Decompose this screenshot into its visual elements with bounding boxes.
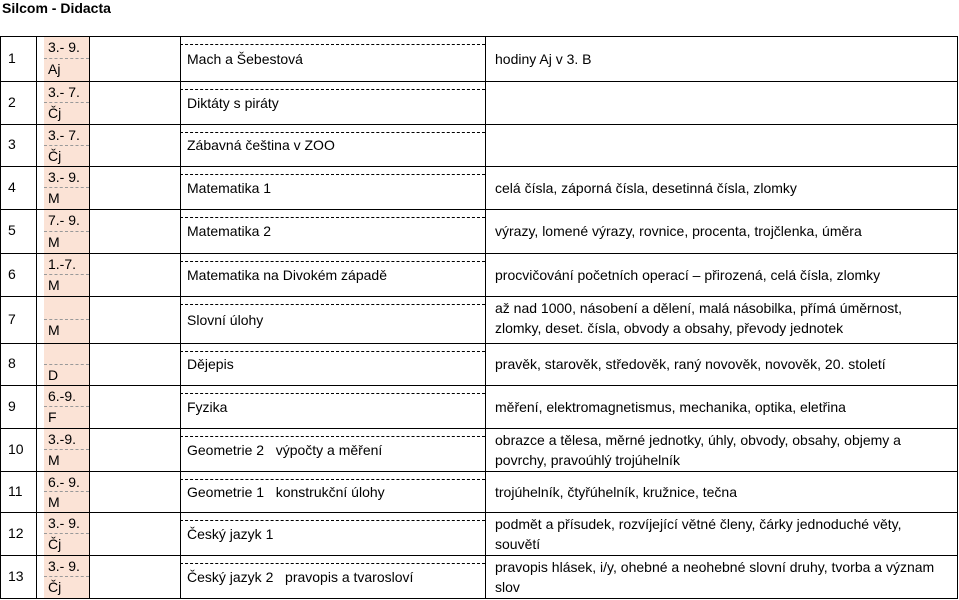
grade-cell: [44, 429, 89, 471]
subject-code: M: [48, 190, 60, 206]
course-description-line: pravopis hlásek, i/y, ohebné a neohebné slovní druhy, tvorba a význam: [495, 559, 935, 575]
row-divider: [0, 124, 958, 125]
title-cell-divider: [180, 351, 485, 352]
title-cell-divider: [180, 436, 485, 437]
row-number: 5: [8, 222, 16, 238]
grade-range: 3.-9.: [44, 429, 89, 450]
course-description: hodiny Aj v 3. B: [495, 51, 592, 67]
subject-code: F: [48, 409, 57, 425]
grade-cell: [44, 344, 89, 385]
row-divider: [0, 209, 958, 210]
course-title[interactable]: Matematika 1: [187, 180, 272, 196]
row-divider: [0, 598, 958, 599]
course-title[interactable]: Mach a Šebestová: [187, 51, 303, 67]
document-title: Silcom - Didacta: [2, 0, 111, 16]
title-cell-divider: [180, 520, 485, 521]
title-cell-divider: [180, 563, 485, 564]
row-number: 12: [8, 525, 24, 541]
row-divider: [0, 555, 958, 556]
grade-cell: [44, 82, 89, 124]
column-divider: [89, 36, 90, 598]
row-divider: [0, 385, 958, 386]
subject-code: Aj: [48, 61, 61, 77]
row-divider: [0, 512, 958, 513]
title-cell-divider: [180, 261, 485, 262]
course-description: měření, elektromagnetismus, mechanika, optika, eletřina: [495, 399, 846, 415]
row-number: 7: [8, 311, 16, 327]
grade-range: 3.- 9.: [44, 37, 89, 59]
row-number: 13: [8, 568, 24, 584]
row-number: 2: [8, 94, 16, 110]
row-divider: [0, 166, 958, 167]
subject-code: D: [48, 367, 59, 383]
row-number: 9: [8, 398, 16, 414]
grade-range: 6.-9.: [44, 386, 89, 407]
course-description-line: obrazce a tělesa, měrné jednotky, úhly, obvody, obsahy, objemy a: [495, 432, 901, 448]
grade-cell: [44, 472, 89, 512]
row-divider: [0, 471, 958, 472]
course-description-line: povrchy, pravoúhlý trojúhelník: [495, 452, 680, 468]
course-title[interactable]: Zábavná čeština v ZOO: [187, 137, 335, 153]
title-cell-divider: [180, 217, 485, 218]
row-divider: [0, 36, 958, 37]
row-divider: [0, 253, 958, 254]
title-cell-divider: [180, 132, 485, 133]
subject-code: Čj: [48, 579, 62, 595]
row-number: 11: [8, 483, 23, 499]
course-title[interactable]: Slovní úlohy: [187, 312, 264, 328]
column-divider: [957, 36, 958, 598]
title-cell-divider: [180, 393, 485, 394]
course-title[interactable]: Geometrie 2 výpočty a měření: [187, 442, 383, 458]
row-divider: [0, 296, 958, 297]
column-divider: [180, 36, 181, 598]
course-title[interactable]: Český jazyk 1: [187, 526, 274, 542]
row-number: 10: [8, 441, 24, 457]
course-description-line: zlomky, deset. čísla, obvody a obsahy, převody jednotek: [495, 320, 844, 336]
course-description: trojúhelník, čtyřúhelník, kružnice, tečna: [495, 484, 738, 500]
course-description-line: podmět a přísudek, rozvíjející větné členy, čárky jednoduché věty,: [495, 516, 902, 532]
grade-cell: [44, 167, 89, 209]
row-divider: [0, 81, 958, 82]
course-title[interactable]: Diktáty s piráty: [187, 95, 279, 111]
row-divider: [0, 343, 958, 344]
column-divider: [0, 36, 1, 598]
grade-range: 3.- 9.: [44, 167, 89, 188]
course-description-line: slov: [495, 579, 520, 595]
subject-code: M: [48, 234, 60, 250]
title-cell-divider: [180, 89, 485, 90]
subject-code: Čj: [48, 148, 62, 164]
subject-code: M: [48, 277, 60, 293]
column-divider: [36, 36, 37, 598]
grade-cell: [44, 556, 89, 598]
title-cell-divider: [180, 479, 485, 480]
grade-range: [44, 297, 89, 320]
course-description-line: souvětí: [495, 536, 541, 552]
subject-code: Čj: [48, 536, 62, 552]
title-cell-divider: [180, 304, 485, 305]
course-title[interactable]: Dějepis: [187, 356, 234, 372]
subject-code: Čj: [48, 105, 62, 121]
subject-code: M: [48, 452, 60, 468]
course-description: procvičování početních operací – přirozená, celá čísla, zlomky: [495, 267, 881, 283]
grade-range: [44, 344, 89, 365]
grade-range: 7.- 9.: [44, 210, 89, 232]
course-title[interactable]: Fyzika: [187, 399, 228, 415]
title-cell-divider: [180, 44, 485, 45]
row-divider: [0, 428, 958, 429]
row-number: 3: [8, 136, 16, 152]
grade-range: 3.- 7.: [44, 125, 89, 146]
row-number: 6: [8, 266, 16, 282]
course-description: pravěk, starověk, středověk, raný novověk, novověk, 20. století: [495, 356, 886, 372]
grade-range: 3.- 9.: [44, 513, 89, 534]
grade-cell: [44, 513, 89, 555]
grade-cell: [44, 297, 89, 343]
course-title[interactable]: Český jazyk 2 pravopis a tvarosloví: [187, 569, 414, 585]
row-number: 1: [8, 50, 16, 66]
row-number: 8: [8, 355, 16, 371]
subject-code: M: [48, 494, 60, 510]
title-cell-divider: [180, 174, 485, 175]
course-description: celá čísla, záporná čísla, desetinná čísla, zlomky: [495, 180, 797, 196]
course-title[interactable]: Geometrie 1 konstrukční úlohy: [187, 484, 385, 500]
row-number: 4: [8, 179, 16, 195]
grade-range: 3.- 9.: [44, 556, 89, 577]
course-title[interactable]: Matematika 2: [187, 223, 272, 239]
course-description: výrazy, lomené výrazy, rovnice, procenta, trojčlenka, úměra: [495, 223, 862, 239]
column-divider: [485, 36, 486, 598]
grade-range: 3.- 7.: [44, 82, 89, 103]
grade-cell: [44, 125, 89, 166]
subject-code: M: [48, 322, 60, 338]
grade-range: 1.-7.: [44, 254, 89, 275]
grade-cell: [44, 37, 89, 81]
course-title[interactable]: Matematika na Divokém západě: [187, 267, 387, 283]
grade-cell: [44, 386, 89, 428]
grade-cell: [44, 254, 89, 296]
grade-cell: [44, 210, 89, 253]
course-description-line: až nad 1000, násobení a dělení, malá násobilka, přímá úměrnost,: [495, 300, 903, 316]
grade-range: 6.- 9.: [44, 472, 89, 492]
